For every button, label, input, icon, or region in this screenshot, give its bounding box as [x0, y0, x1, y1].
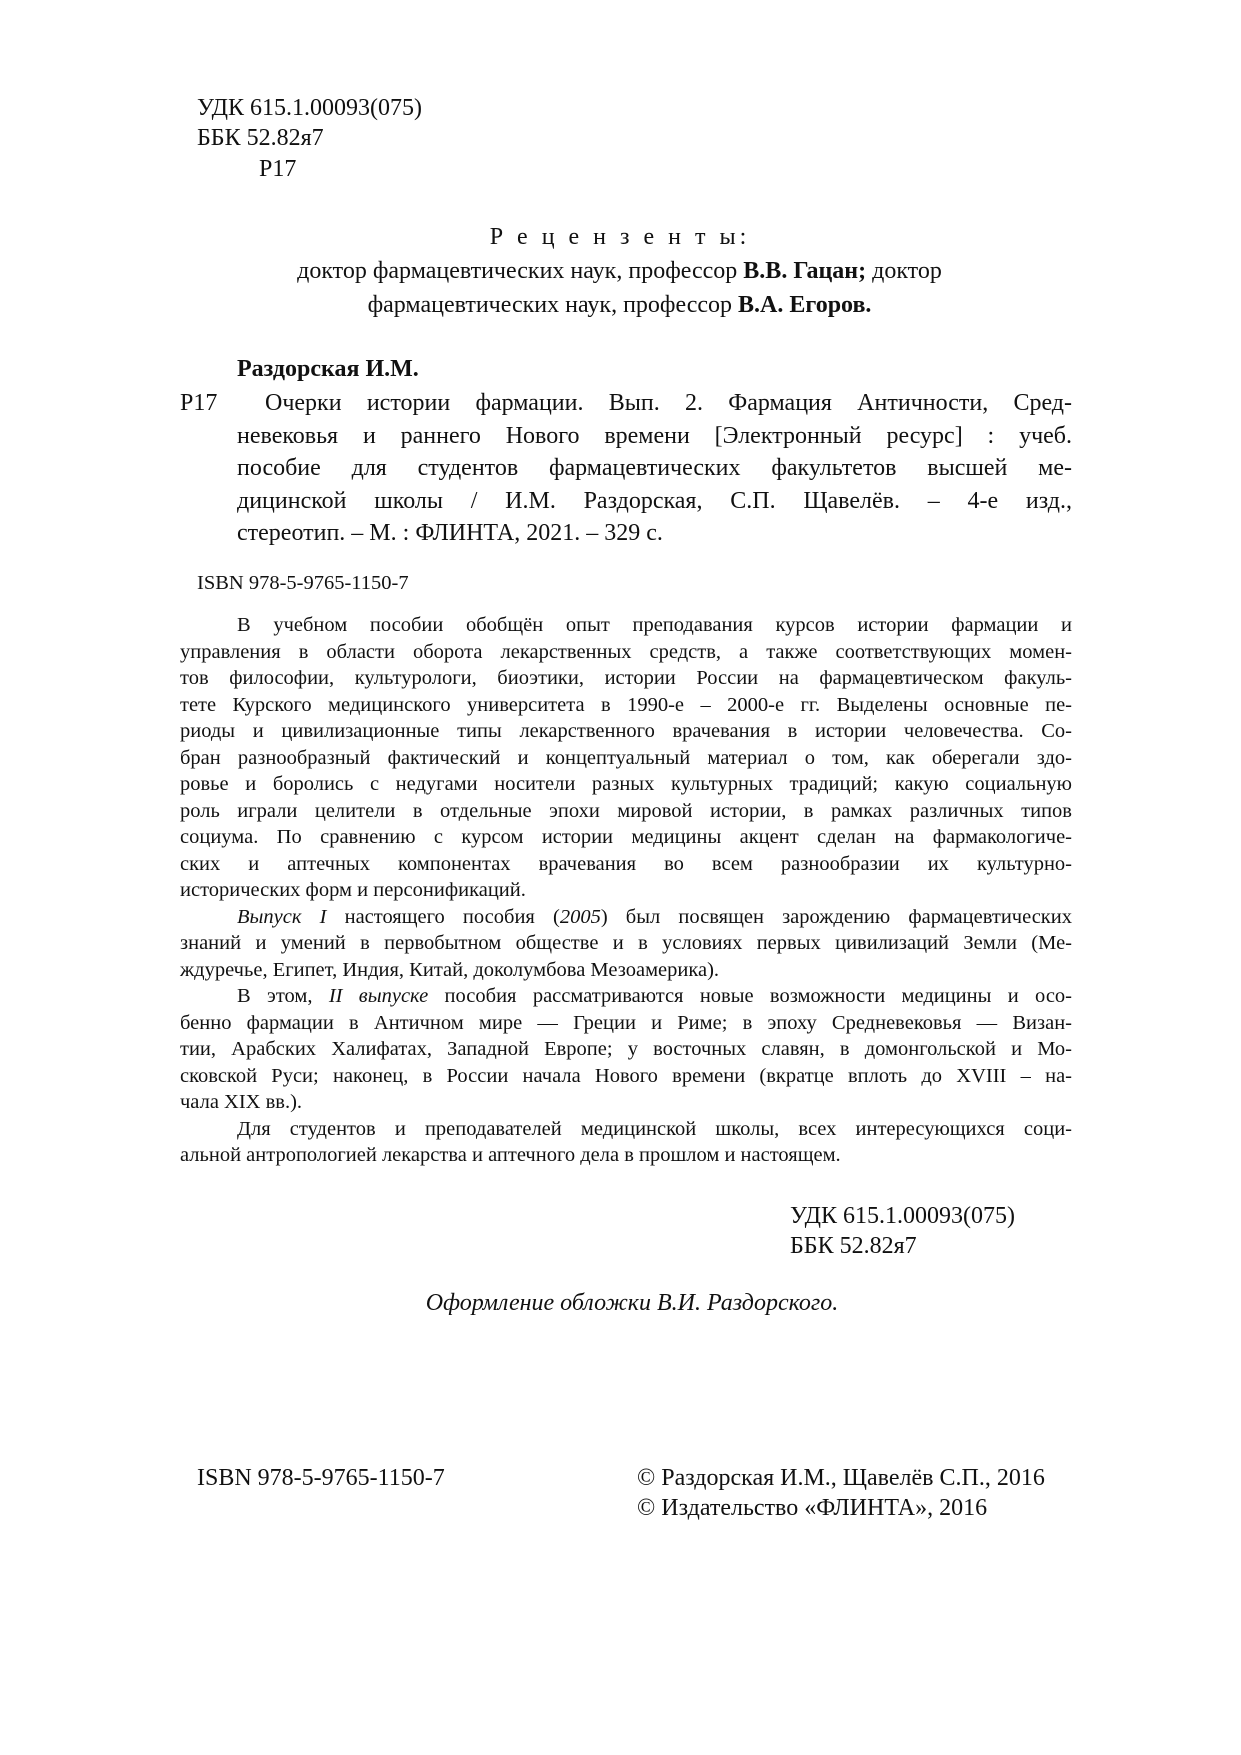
bib-code: Р17 — [180, 390, 218, 416]
abstract-line — [180, 880, 1072, 901]
isbn-top: ISBN 978-5-9765-1150-7 — [197, 572, 409, 594]
abstract-line — [180, 1092, 1072, 1113]
abstract-line — [180, 827, 1072, 848]
abstract-line — [180, 668, 1072, 689]
cover-credit: Оформление обложки В.И. Раздорского. — [425, 1290, 839, 1316]
text-segment: управления в области оборота лекарственных средств, а также соответствующих момен- — [180, 640, 1072, 663]
text-segment: 2005 — [559, 905, 601, 928]
copyright-publisher: © Издательство «ФЛИНТА», 2016 — [637, 1495, 988, 1521]
text-segment: Для студентов и преподавателей медицинской школы, всех интересующихся соци- — [237, 1117, 1072, 1140]
udk-top: УДК 615.1.00093(075) — [197, 95, 422, 121]
copyright-authors: © Раздорская И.М., Щавелёв С.П., 2016 — [637, 1465, 1045, 1491]
abstract-line — [180, 748, 1072, 769]
text-segment: Выпуск I — [237, 905, 327, 928]
isbn-bottom: ISBN 978-5-9765-1150-7 — [197, 1465, 445, 1491]
reviewers-line — [237, 259, 1002, 283]
text-segment: бран разнообразный фактический и концептуальный материал о том, как оберегали здо- — [180, 746, 1072, 769]
bib-author: Раздорская И.М. — [237, 356, 419, 382]
abstract-line — [237, 615, 1072, 636]
abstract-line — [180, 1039, 1072, 1060]
abstract-line — [180, 1013, 1072, 1034]
text-segment: доктор — [866, 258, 942, 284]
abstract-line — [180, 695, 1072, 716]
bbk-top: ББК 52.82я7 — [197, 125, 324, 151]
text-segment: социума. По сравнению с курсом истории медицины акцент сделан на фармакологиче- — [180, 826, 1072, 848]
udk-bottom: УДК 615.1.00093(075) — [790, 1203, 1015, 1229]
abstract-line — [180, 854, 1072, 875]
text-segment: настоящего пособия ( — [326, 905, 560, 928]
abstract-line — [180, 933, 1072, 954]
bib-line: стереотип. – М. : ФЛИНТА, 2021. – 329 с. — [237, 520, 663, 546]
reviewers-title: Р е ц е н з е н т ы: — [489, 224, 751, 250]
text-segment: риоды и цивилизационные типы лекарственного врачевания в истории человечества. Со- — [180, 720, 1072, 742]
text-segment: сковской Руси; наконец, в России начала Нового времени (вкратце вплоть до XVIII – на- — [180, 1064, 1072, 1087]
author-mark-top: Р17 — [259, 156, 297, 182]
text-segment: ) был посвящен зарождению фармацевтических — [600, 905, 1072, 928]
text-segment: пособия рассматриваются новые возможности медицины и осо- — [428, 985, 1072, 1007]
text-segment: В.В. Гацан; — [743, 258, 867, 284]
bib-line: дицинской школы / И.М. Раздорская, С.П. Щавелёв. – 4-е изд., — [237, 487, 1072, 514]
abstract-line — [237, 986, 1072, 1007]
text-segment: тов философии, культурологи, биоэтики, истории России на фармацевтическом факуль- — [180, 667, 1072, 689]
text-segment: знаний и умений в первобытном обществе и в условиях первых цивилизаций Земли (Ме- — [180, 932, 1072, 954]
abstract-line — [237, 1119, 1072, 1140]
bib-line: Очерки истории фармации. Вып. 2. Фармация Античности, Сред- — [265, 390, 1072, 416]
abstract-line — [180, 721, 1072, 742]
text-segment: В учебном пособии обобщён опыт преподавания курсов истории фармации и — [237, 614, 1072, 636]
text-segment: ждуречье, Египет, Индия, Китай, доколумбова Мезоамерика). — [180, 958, 720, 981]
bbk-bottom: ББК 52.82я7 — [790, 1233, 917, 1259]
text-segment: роль играли целители в отдельные эпохи мировой истории, в рамках различных типов — [180, 799, 1072, 822]
text-segment: тете Курского медицинского университета в 1990-е – 2000-е гг. Выделены основные пе- — [180, 693, 1072, 716]
text-segment: В этом, — [237, 985, 329, 1007]
reviewers-line — [237, 293, 1002, 317]
bib-line: пособие для студентов фармацевтических факультетов высшей ме- — [237, 455, 1072, 481]
bib-line: невековья и раннего Нового времени [Электронный ресурс] : учеб. — [237, 422, 1072, 449]
abstract-line — [180, 1145, 1072, 1166]
text-segment: исторических форм и персонификаций. — [180, 879, 526, 901]
abstract-line — [180, 801, 1072, 822]
text-segment: фармацевтических наук, профессор — [367, 292, 739, 318]
abstract-line — [180, 960, 1072, 981]
abstract-line — [237, 907, 1072, 928]
text-segment: В.А. Егоров. — [738, 292, 872, 318]
text-segment: II выпуске — [328, 985, 429, 1007]
abstract-line — [180, 642, 1072, 663]
text-segment: ровье и боролись с недугами носители разных культурных традиций; какую социальную — [180, 773, 1072, 795]
text-segment: бенно фармации в Античном мире — Греции и Риме; в эпоху Средневековья — Визан- — [180, 1011, 1072, 1034]
abstract-line — [180, 774, 1072, 795]
text-segment: чала XIX вв.). — [180, 1091, 303, 1113]
text-segment: альной антропологией лекарства и аптечного дела в прошлом и настоящем. — [180, 1144, 841, 1166]
text-segment: ских и аптечных компонентах врачевания во всем разнообразии их культурно- — [180, 852, 1072, 875]
text-segment: доктор фармацевтических наук, профессор — [297, 258, 744, 284]
text-segment: тии, Арабских Халифатах, Западной Европе; у восточных славян, в домонгольской и Мо- — [180, 1038, 1072, 1060]
abstract-line — [180, 1066, 1072, 1087]
